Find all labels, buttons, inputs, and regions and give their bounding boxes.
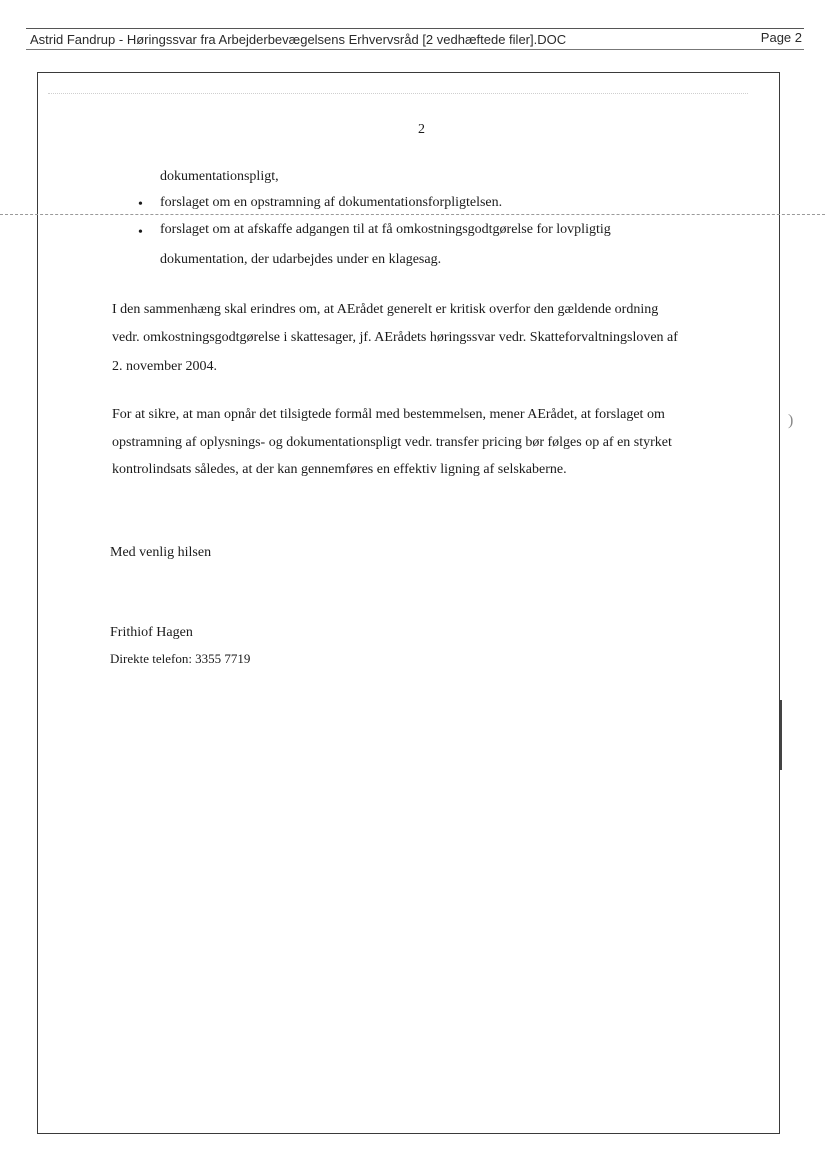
bullet-icon: • — [138, 225, 143, 240]
page-indicator: Page 2 — [760, 30, 802, 45]
closing-salutation: Med venlig hilsen — [110, 545, 212, 560]
scan-edge-mark — [780, 700, 782, 770]
paragraph-line: 2. november 2004. — [112, 359, 217, 374]
signature-phone: Direkte telefon: 3355 7719 — [110, 651, 251, 666]
document-title: Astrid Fandrup - Høringssvar fra Arbejderbevægelsens Erhvervsråd [2 vedhæftede filer].DOC — [30, 32, 567, 47]
paragraph-line: kontrolindsats således, at der kan gennemføres en effektiv ligning af selskaberne. — [112, 462, 567, 477]
paragraph-line: For at sikre, at man opnår det tilsigtede formål med bestemmelsen, mener AErådet, at forslaget om — [112, 407, 665, 422]
signature-name: Frithiof Hagen — [110, 625, 193, 640]
page-number: 2 — [418, 122, 425, 137]
list-continuation: dokumentationspligt, — [160, 169, 279, 184]
paragraph-line: I den sammenhæng skal erindres om, at AErådet generelt er kritisk overfor den gældende ordning — [112, 302, 659, 317]
scan-artifact-line — [0, 214, 825, 215]
page-header — [26, 28, 804, 50]
paragraph-line: vedr. omkostningsgodtgørelse i skattesager, jf. AErådets høringssvar vedr. Skatteforvaltningsloven af — [112, 330, 678, 345]
bullet-icon: • — [138, 197, 143, 212]
list-item-line: dokumentation, der udarbejdes under en klagesag. — [160, 252, 442, 267]
scan-bracket-mark: ) — [788, 412, 794, 429]
list-item-line: forslaget om at afskaffe adgangen til at få omkostningsgodtgørelse for lovpligtig — [160, 222, 611, 237]
list-item: forslaget om en opstramning af dokumentationsforpligtelsen. — [160, 195, 503, 210]
paragraph-line: opstramning af oplysnings- og dokumentationspligt vedr. transfer pricing bør følges op af en styrket — [112, 435, 672, 450]
